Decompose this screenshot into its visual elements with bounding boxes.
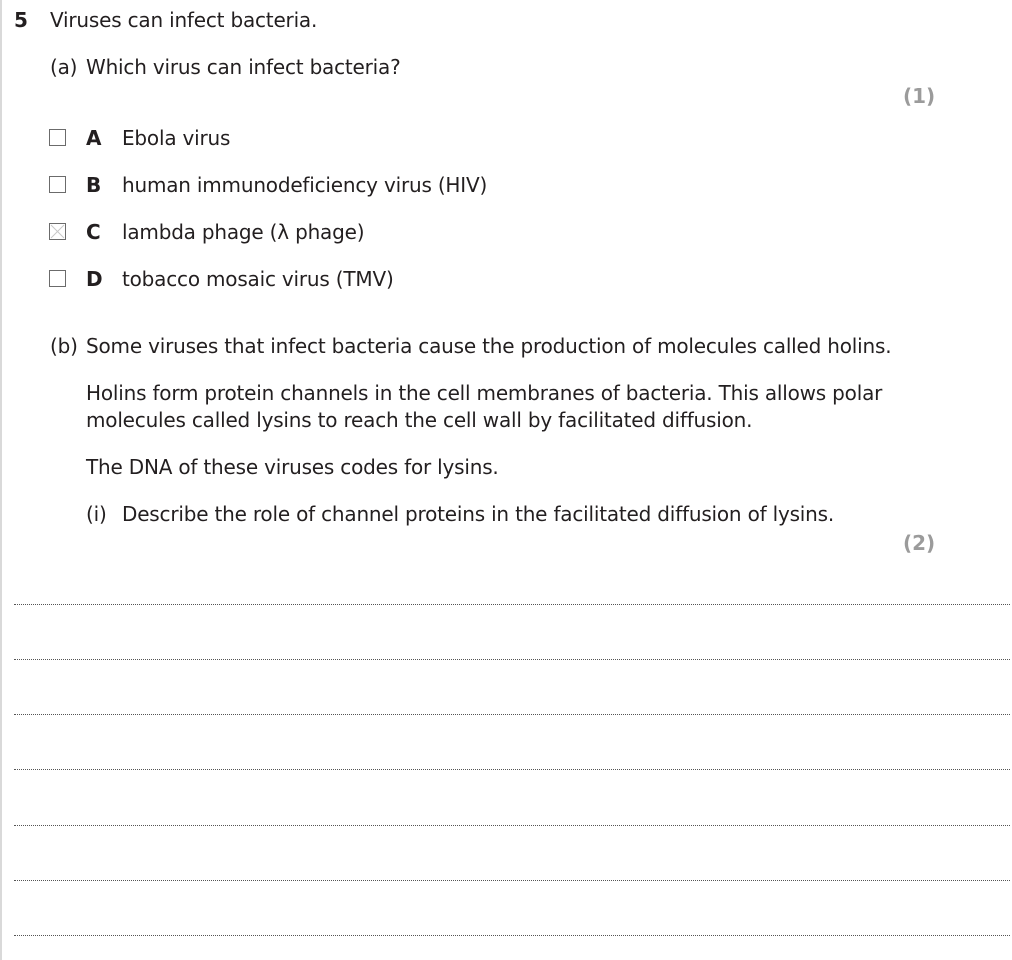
answer-line[interactable]	[14, 935, 1010, 936]
part-a-marks: (1)	[903, 84, 936, 108]
question-number: 5	[14, 8, 28, 32]
option-d-text: tobacco mosaic virus (TMV)	[122, 267, 394, 291]
part-b-paragraph-1-line-2: molecules called lysins to reach the cell wall by facilitated diffusion.	[86, 408, 753, 432]
part-a-prompt: Which virus can infect bacteria?	[86, 55, 401, 79]
part-b-label: (b)	[50, 334, 78, 358]
answer-line[interactable]	[14, 604, 1010, 605]
part-b-i-marks: (2)	[903, 531, 936, 555]
option-a-letter: A	[86, 126, 102, 150]
page-left-border	[0, 0, 2, 960]
part-b-i-prompt: Describe the role of channel proteins in the facilitated diffusion of lysins.	[122, 502, 835, 526]
option-b-text: human immunodeficiency virus (HIV)	[122, 173, 488, 197]
cross-mark-icon	[50, 224, 65, 239]
question-stem: Viruses can infect bacteria.	[50, 8, 318, 32]
option-c-letter: C	[86, 220, 101, 244]
answer-line[interactable]	[14, 880, 1010, 881]
answer-line[interactable]	[14, 825, 1010, 826]
part-b-intro: Some viruses that infect bacteria cause the production of molecules called holins.	[86, 334, 892, 358]
part-b-i-label: (i)	[86, 502, 107, 526]
answer-line[interactable]	[14, 714, 1010, 715]
option-d-checkbox[interactable]	[49, 270, 66, 287]
option-d-letter: D	[86, 267, 103, 291]
part-b-paragraph-2: The DNA of these viruses codes for lysins.	[86, 455, 499, 479]
option-b-checkbox[interactable]	[49, 176, 66, 193]
option-c-text: lambda phage (λ phage)	[122, 220, 365, 244]
option-c-checkbox[interactable]	[49, 223, 66, 240]
option-b-letter: B	[86, 173, 102, 197]
answer-line[interactable]	[14, 659, 1010, 660]
option-a-checkbox[interactable]	[49, 129, 66, 146]
answer-line[interactable]	[14, 769, 1010, 770]
option-a-text: Ebola virus	[122, 126, 231, 150]
part-b-paragraph-1-line-1: Holins form protein channels in the cell membranes of bacteria. This allows polar	[86, 381, 883, 405]
part-a-label: (a)	[50, 55, 78, 79]
